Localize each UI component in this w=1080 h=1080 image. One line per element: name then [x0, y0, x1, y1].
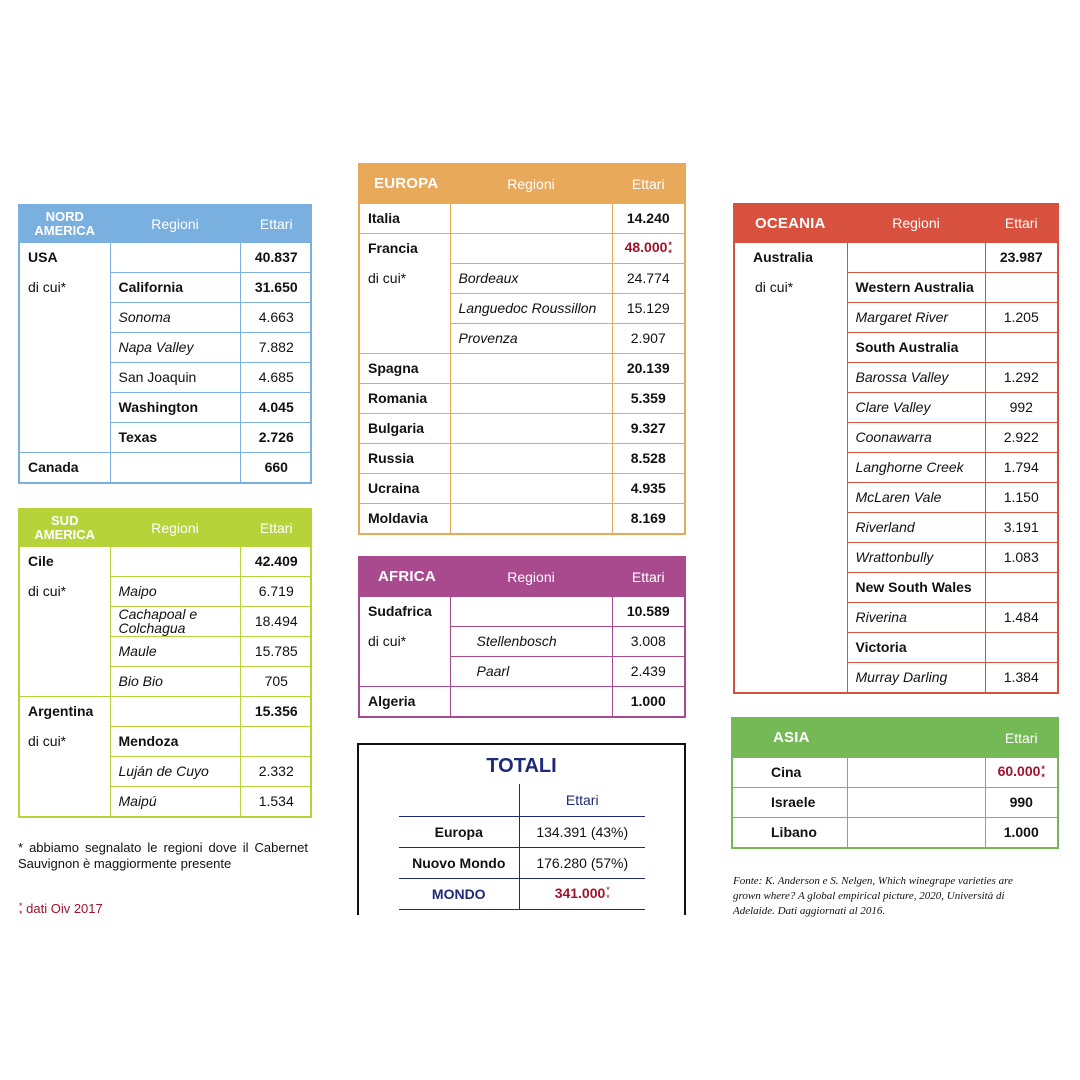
value-cell: 4.685: [240, 362, 312, 392]
country-australia: Australia: [735, 242, 847, 272]
region-california: California: [110, 272, 240, 302]
country-italia: Italia: [360, 203, 450, 233]
di-cui-label: di cui*: [20, 726, 110, 756]
country-cile: Cile: [20, 546, 110, 576]
country-moldavia: Moldavia: [360, 503, 450, 533]
region-lujan-de-cuyo: Luján de Cuyo: [110, 756, 240, 786]
europa-table: [358, 163, 686, 535]
region-barossa-valley: Barossa Valley: [847, 362, 985, 392]
value-cell: 6.719: [240, 576, 312, 606]
region-south-australia: South Australia: [847, 332, 985, 362]
value-cell: 14.240: [612, 203, 684, 233]
country-israele: Israele: [733, 787, 847, 817]
value-cell: 15.356: [240, 696, 312, 726]
di-cui-label: di cui*: [360, 263, 450, 293]
sud-america-title: SUD AMERICA: [20, 510, 110, 546]
country-sudafrica: Sudafrica: [360, 596, 450, 626]
country-russia: Russia: [360, 443, 450, 473]
region-cachapoal-colchagua: Cachapoal e Colchagua: [110, 606, 240, 636]
nord-america-title: NORD AMERICA: [20, 206, 110, 242]
fonte-note: Fonte: K. Anderson e S. Nelgen, Which winegrape varieties are grown where? A global empirical picture, 2020, Università di Adelaide. Dati aggiornati al 2016.: [733, 875, 1013, 917]
col-regioni: Regioni: [450, 558, 612, 596]
region-maipu: Maipú: [110, 786, 240, 816]
value-cell: 9.327: [612, 413, 684, 443]
value-cell: 4.663: [240, 302, 312, 332]
value-cell: 8.528: [612, 443, 684, 473]
value-cell: 2.726: [240, 422, 312, 452]
region-new-south-wales: New South Wales: [847, 572, 985, 602]
col-ettari: Ettari: [612, 558, 684, 596]
region-maipo: Maipo: [110, 576, 240, 606]
value-cell: 1.794: [985, 452, 1057, 482]
region-coonawarra: Coonawarra: [847, 422, 985, 452]
value-cell: 705: [240, 666, 312, 696]
col-regioni: Regioni: [847, 205, 985, 242]
value-cell: 4.935: [612, 473, 684, 503]
nord-america-table: [18, 204, 312, 484]
region-sonoma: Sonoma: [110, 302, 240, 332]
value-cell: 31.650: [240, 272, 312, 302]
col-ettari: Ettari: [240, 510, 312, 546]
region-texas: Texas: [110, 422, 240, 452]
value-cell: 1.534: [258, 793, 294, 810]
value-cell: 660: [264, 459, 288, 476]
value-cell: 1.083: [985, 542, 1057, 572]
region-napa-valley: Napa Valley: [110, 332, 240, 362]
value-cell: 24.774: [612, 263, 684, 293]
value-cell: 18.494: [240, 606, 312, 636]
region-washington: Washington: [110, 392, 240, 422]
value-cell: 10.589: [612, 596, 684, 626]
value-cell: 1.000: [630, 693, 666, 710]
region-languedoc-roussillon: Languedoc Roussillon: [450, 293, 612, 323]
value-cell: 1.000: [1003, 824, 1039, 841]
col-ettari: Ettari: [985, 205, 1057, 242]
value-cell: 2.907: [612, 323, 684, 353]
europa-title: EUROPA: [360, 165, 450, 203]
region-victoria: Victoria: [847, 632, 985, 662]
double-asterisk-icon: * *: [1041, 763, 1045, 782]
value-cell: 2.922: [985, 422, 1057, 452]
value-cell: 1.484: [985, 602, 1057, 632]
region-margaret-river: Margaret River: [847, 302, 985, 332]
country-argentina: Argentina: [20, 696, 110, 726]
region-provenza: Provenza: [450, 323, 612, 353]
col-ettari: Ettari: [612, 165, 684, 203]
region-paarl: Paarl: [450, 656, 612, 686]
region-bio-bio: Bio Bio: [110, 666, 240, 696]
value-cell: 15.129: [612, 293, 684, 323]
country-francia: Francia: [360, 233, 450, 263]
africa-title: AFRICA: [360, 558, 450, 596]
country-algeria: Algeria: [360, 686, 450, 716]
col-ettari: Ettari: [519, 784, 645, 816]
value-cell: 4.045: [240, 392, 312, 422]
double-asterisk-icon: * *: [19, 900, 23, 919]
oceania-table: [733, 203, 1059, 694]
value-cell: 2.439: [612, 656, 684, 686]
value-cell: 23.987: [985, 242, 1057, 272]
di-cui-label: di cui*: [360, 626, 450, 656]
region-riverina: Riverina: [847, 602, 985, 632]
oceania-title: OCEANIA: [735, 205, 847, 242]
double-asterisk-icon: * *: [668, 239, 672, 258]
value-cell: 7.882: [240, 332, 312, 362]
value-cell: 5.359: [612, 383, 684, 413]
di-cui-label: di cui*: [735, 272, 847, 302]
region-western-australia: Western Australia: [847, 272, 985, 302]
col-regioni: Regioni: [110, 510, 240, 546]
value-cell: 1.292: [985, 362, 1057, 392]
value-cell: 15.785: [240, 636, 312, 666]
sud-america-table: [18, 508, 312, 818]
country-ucraina: Ucraina: [360, 473, 450, 503]
oiv-note: [18, 901, 218, 918]
region-mclaren-vale: McLaren Vale: [847, 482, 985, 512]
value-cell: 1.384: [1003, 669, 1039, 686]
country-usa: USA: [20, 242, 110, 272]
value-cell: 42.409: [240, 546, 312, 576]
value-cell: 134.391 (43%): [519, 816, 645, 847]
di-cui-label: di cui*: [20, 576, 110, 606]
col-regioni: Regioni: [110, 206, 240, 242]
value-cell: 992: [985, 392, 1057, 422]
value-cell: 20.139: [612, 353, 684, 383]
col-ettari: Ettari: [985, 719, 1057, 757]
value-cell: 8.169: [630, 510, 666, 527]
region-maule: Maule: [110, 636, 240, 666]
value-cell: 3.191: [985, 512, 1057, 542]
region-bordeaux: Bordeaux: [450, 263, 612, 293]
col-regioni: Regioni: [450, 165, 612, 203]
region-san-joaquin: San Joaquin: [110, 362, 240, 392]
region-clare-valley: Clare Valley: [847, 392, 985, 422]
value-cell: 40.837: [240, 242, 312, 272]
africa-table: [358, 556, 686, 718]
oiv-note-text: dati Oiv 2017: [26, 901, 103, 916]
country-romania: Romania: [360, 383, 450, 413]
region-wrattonbully: Wrattonbully: [847, 542, 985, 572]
country-spagna: Spagna: [360, 353, 450, 383]
region-murray-darling: Murray Darling: [847, 662, 985, 692]
col-ettari: Ettari: [240, 206, 312, 242]
value-cell: 1.205: [985, 302, 1057, 332]
country-libano: Libano: [733, 817, 847, 847]
value-cell: 1.150: [985, 482, 1057, 512]
value-cell-mondo: 341.000* *: [519, 878, 645, 909]
double-asterisk-icon: * *: [606, 885, 610, 904]
value-cell-cina: 60.000* *: [985, 757, 1057, 787]
totali-nuovo-mondo: Nuovo Mondo: [399, 847, 519, 878]
di-cui-label: di cui*: [20, 272, 110, 302]
country-bulgaria: Bulgaria: [360, 413, 450, 443]
asia-table: [731, 717, 1059, 849]
value-cell: 176.280 (57%): [519, 847, 645, 878]
totali-title: TOTALI: [486, 755, 557, 777]
region-stellenbosch: Stellenbosch: [450, 626, 612, 656]
asia-title: ASIA: [733, 719, 847, 757]
totali-europa: Europa: [399, 816, 519, 847]
totali-mondo: MONDO: [399, 878, 519, 909]
value-cell-francia: 48.000* *: [612, 233, 684, 263]
region-riverland: Riverland: [847, 512, 985, 542]
country-canada: Canada: [20, 452, 110, 482]
totali-box: [357, 743, 686, 915]
region-mendoza: Mendoza: [110, 726, 240, 756]
value-cell: 990: [985, 787, 1057, 817]
value-cell: 3.008: [612, 626, 684, 656]
region-langhorne-creek: Langhorne Creek: [847, 452, 985, 482]
regioni-note: * abbiamo segnalato le regioni dove il Cabernet Sauvignon è maggiormente presente: [18, 840, 308, 871]
country-cina: Cina: [733, 757, 847, 787]
value-cell: 2.332: [240, 756, 312, 786]
